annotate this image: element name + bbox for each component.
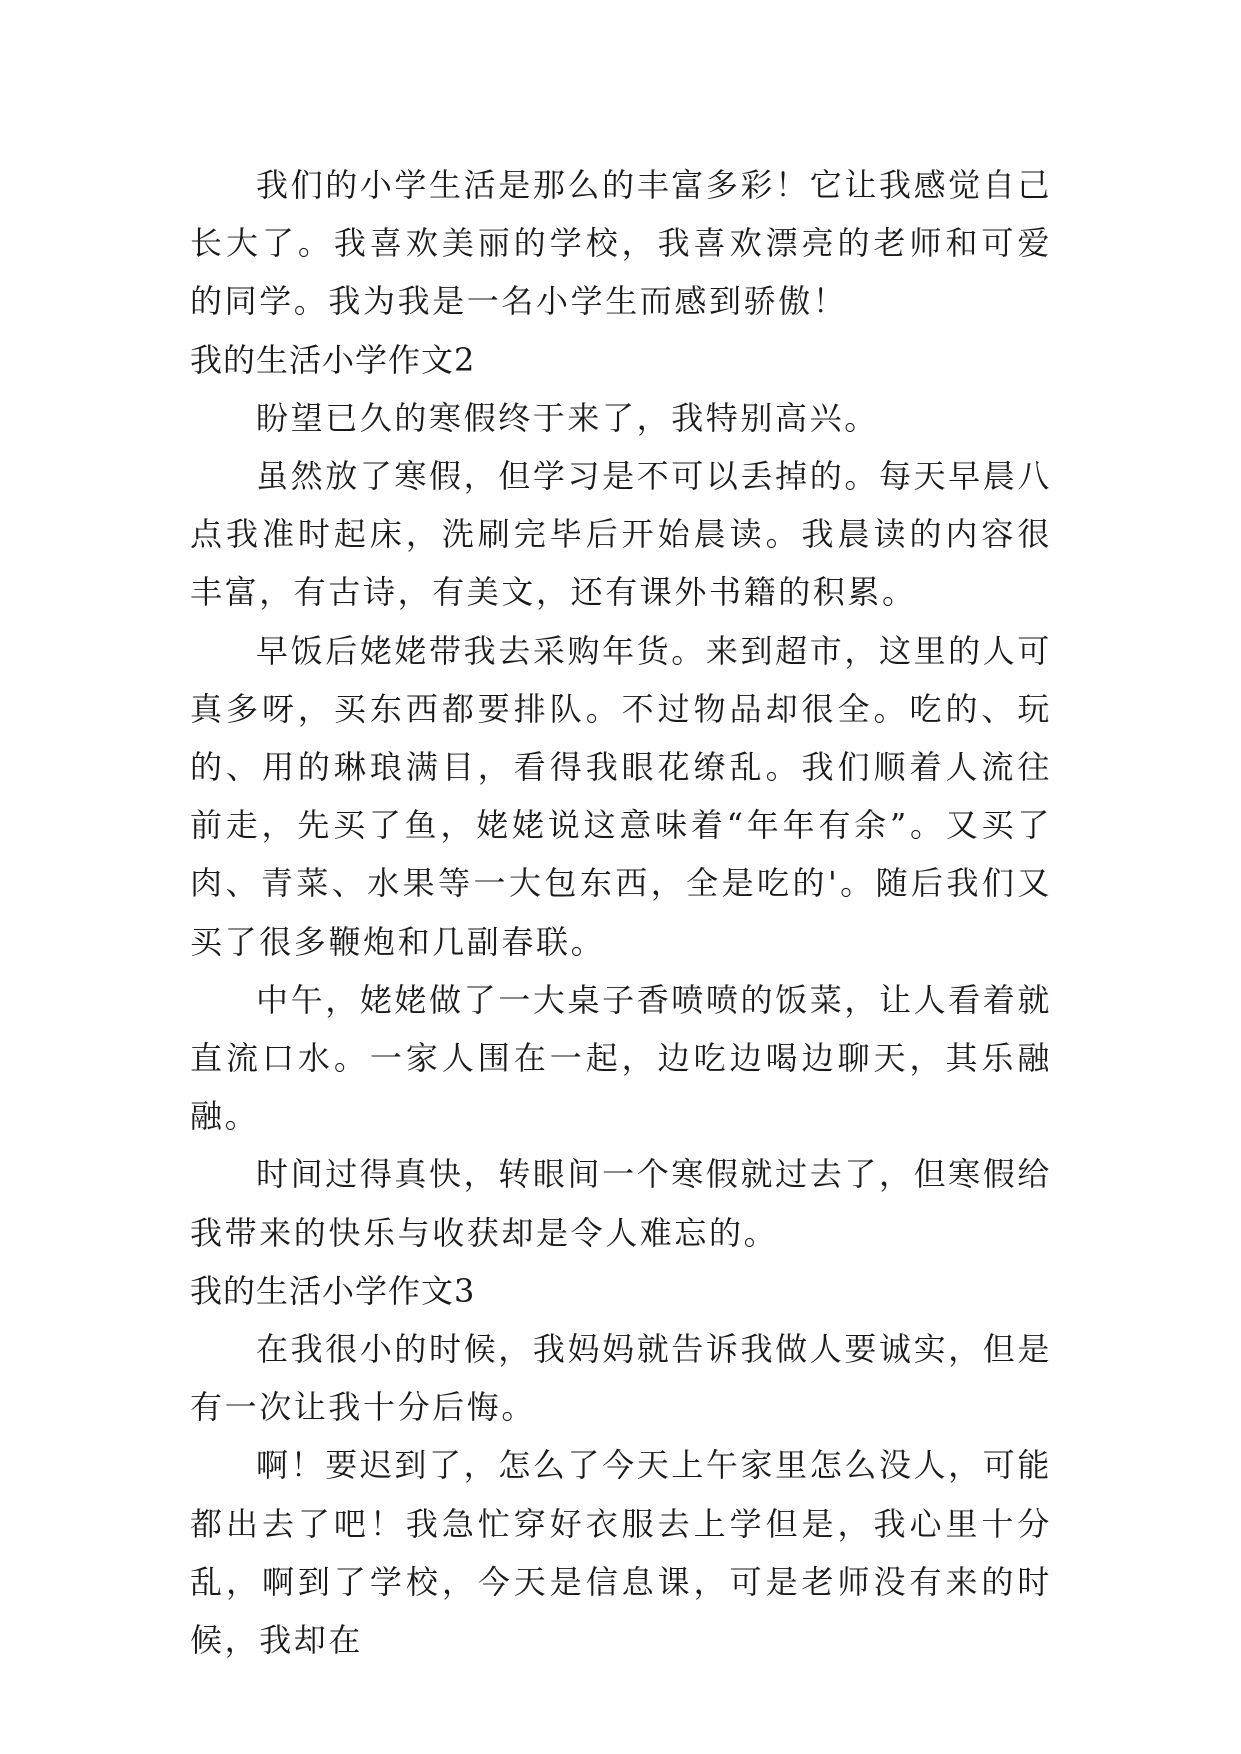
paragraph: 我们的小学生活是那么的丰富多彩！它让我感觉自己长大了。我喜欢美丽的学校，我喜欢漂亮的老师和可爱的同学。我为我是一名小学生而感到骄傲！ [190,166,1052,321]
section-heading: 我的生活小学作文3 [190,1271,476,1310]
paragraph: 早饭后姥姥带我去采购年货。来到超市，这里的人可真多呀，买东西都要排队。不过物品却很全。吃的、玩的、用的琳琅满目，看得我眼花缭乱。我们顺着人流往前走，先买了鱼，姥姥说这意味着“年年有余”。又买了肉、青菜、水果等一大包东西，全是吃的'。随后我们又买了很多鞭炮和几副春联。 [190,631,1052,961]
section-heading: 我的生活小学作文2 [190,340,476,379]
paragraph: 啊！要迟到了，怎么了今天上午家里怎么没人，可能都出去了吧！我急忙穿好衣服去上学但是，我心里十分乱，啊到了学校，今天是信息课，可是老师没有来的时候，我却在 [190,1446,1052,1660]
paragraph: 中午，姥姥做了一大桌子香喷喷的饭菜，让人看着就直流口水。一家人围在一起，边吃边喝边聊天，其乐融融。 [190,980,1052,1136]
paragraph: 在我很小的时候，我妈妈就告诉我做人要诚实，但是有一次让我十分后悔。 [190,1330,1052,1427]
paragraph: 虽然放了寒假，但学习是不可以丢掉的。每天早晨八点我准时起床，洗刷完毕后开始晨读。我晨读的内容很丰富，有古诗，有美文，还有课外书籍的积累。 [190,457,1052,612]
paragraph: 时间过得真快，转眼间一个寒假就过去了，但寒假给我带来的快乐与收获却是令人难忘的。 [190,1155,1052,1252]
paragraph: 盼望已久的寒假终于来了，我特别高兴。 [256,398,879,437]
document-page [190,156,1052,1669]
